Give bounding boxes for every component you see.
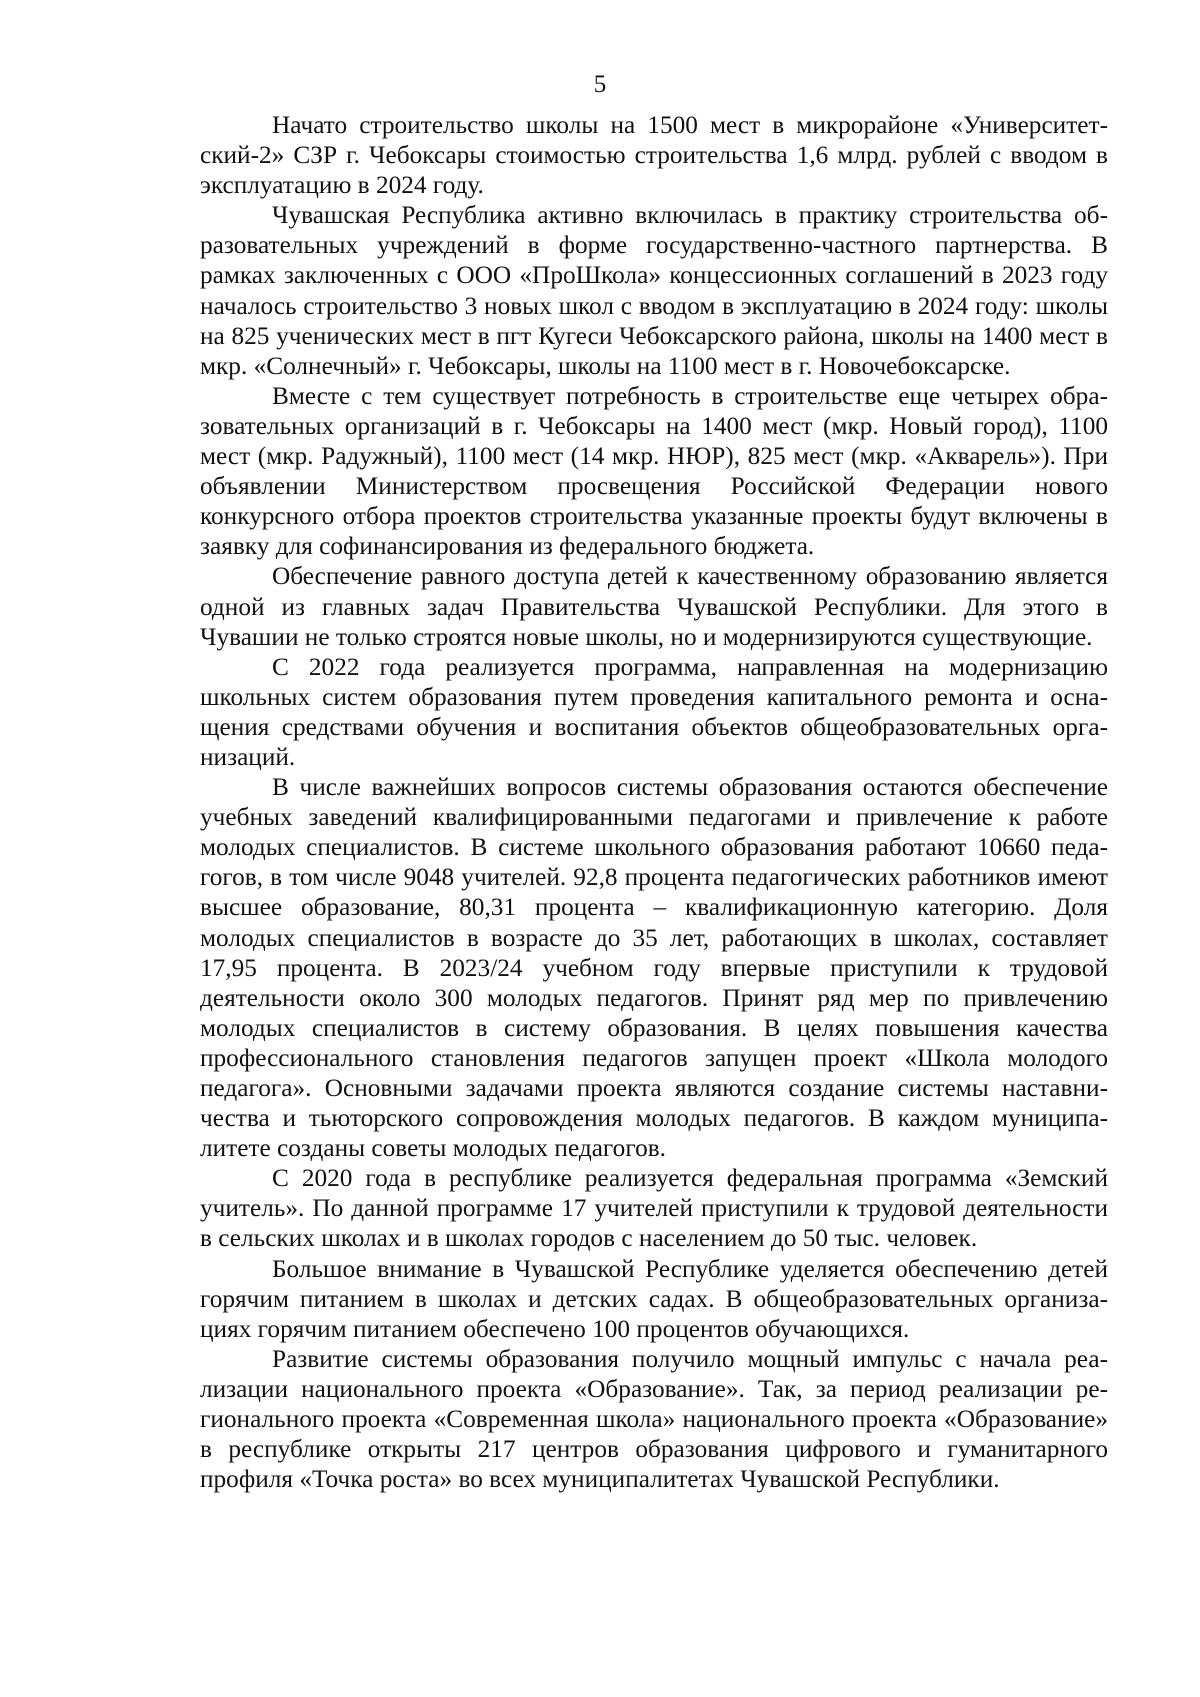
paragraph-zemsky-teacher: С 2020 года в республике реализуется федеральная программа «Земский учитель». По данной программе 17 учителей приступили к трудовой деятельности в сельских школах и в школах городов с населением до 50 тыс. человек. [200,1164,1108,1253]
paragraph-hot-meals: Большое внимание в Чувашской Республике уделяется обеспечению детей горячим питанием в школах и детских садах. В общеобразовательных организациях горячим питанием обеспечено 100 процентов обучающихся. [200,1254,1108,1343]
paragraph-teaching-staff: В числе важнейших вопросов системы образования остаются обеспечение учебных заведений квалифицированными педагогами и привлечение к работе молодых специалистов. В системе школьного образования работают 10660 педагогов, в том числе 9048 учителей. 92,8 процента педагогических работников имеют высшее образование, 80,31 процента – квалификационную категорию. Доля молодых специалистов в возрасте до 35 лет, работающих в школах, составляет 17,95 процента. В 2023/24 учебном году впервые приступили к трудовой деятельности около 300 молодых педагогов. Принят ряд мер по привлечению молодых специалистов в систему образования. В целях повышения качества профессионального становления педагогов запущен проект «Школа молодого педагога». Основными задачами проекта являются создание системы наставничества и тьюторского сопровождения молодых педагогов. В каждом муниципалитете созданы советы молодых педагогов. [200,773,1108,1163]
paragraph-equal-access: Обеспечение равного доступа детей к качественному образованию является одной из главных задач Правительства Чувашской Республики. Для этого в Чувашии не только строятся новые школы, но и модернизируются существующие. [200,562,1108,651]
paragraph-modernization-program: С 2022 года реализуется программа, направленная на модернизацию школьных систем образования путем проведения капитального ремонта и оснащения средствами обучения и воспитания объектов общеобразовательных организаций. [200,652,1108,771]
page-number: 5 [593,71,607,98]
paragraph-school-construction: Начато строительство школы на 1500 мест в микрорайоне «Университетский-2» СЗР г. Чебоксары стоимостью строительства 1,6 млрд. рублей с вводом в эксплуатацию в 2024 году. [200,111,1108,200]
paragraph-national-project: Развитие системы образования получило мощный импульс с начала реализации национального проекта «Образование». Так, за период реализации регионального проекта «Современная школа» национального проекта «Образование» в республике открыты 217 центров образования цифрового и гуманитарного профиля «Точка роста» во всех муниципалитетах Чувашской Республики. [200,1344,1108,1494]
document-body [200,110,1108,1494]
paragraph-public-private-partnership: Чувашская Республика активно включилась в практику строительства образовательных учреждений в форме государственно-частного партнерства. В рамках заключенных с ООО «ПроШкола» концессионных соглашений в 2023 году началось строительство 3 новых школ с вводом в эксплуатацию в 2024 году: школы на 825 ученических мест в пгт Кугеси Чебоксарского района, школы на 1400 мест в мкр. «Солнечный» г. Чебоксары, школы на 1100 мест в г. Новочебоксарске. [200,201,1108,380]
paragraph-construction-needs: Вместе с тем существует потребность в строительстве еще четырех образовательных организаций в г. Чебоксары на 1400 мест (мкр. Новый город), 1100 мест (мкр. Радужный), 1100 мест (14 мкр. НЮР), 825 мест (мкр. «Акварель»). При объявлении Министерством просвещения Российской Федерации нового конкурсного отбора проектов строительства указанные проекты будут включены в заявку для софинансирования из федерального бюджета. [200,381,1108,561]
